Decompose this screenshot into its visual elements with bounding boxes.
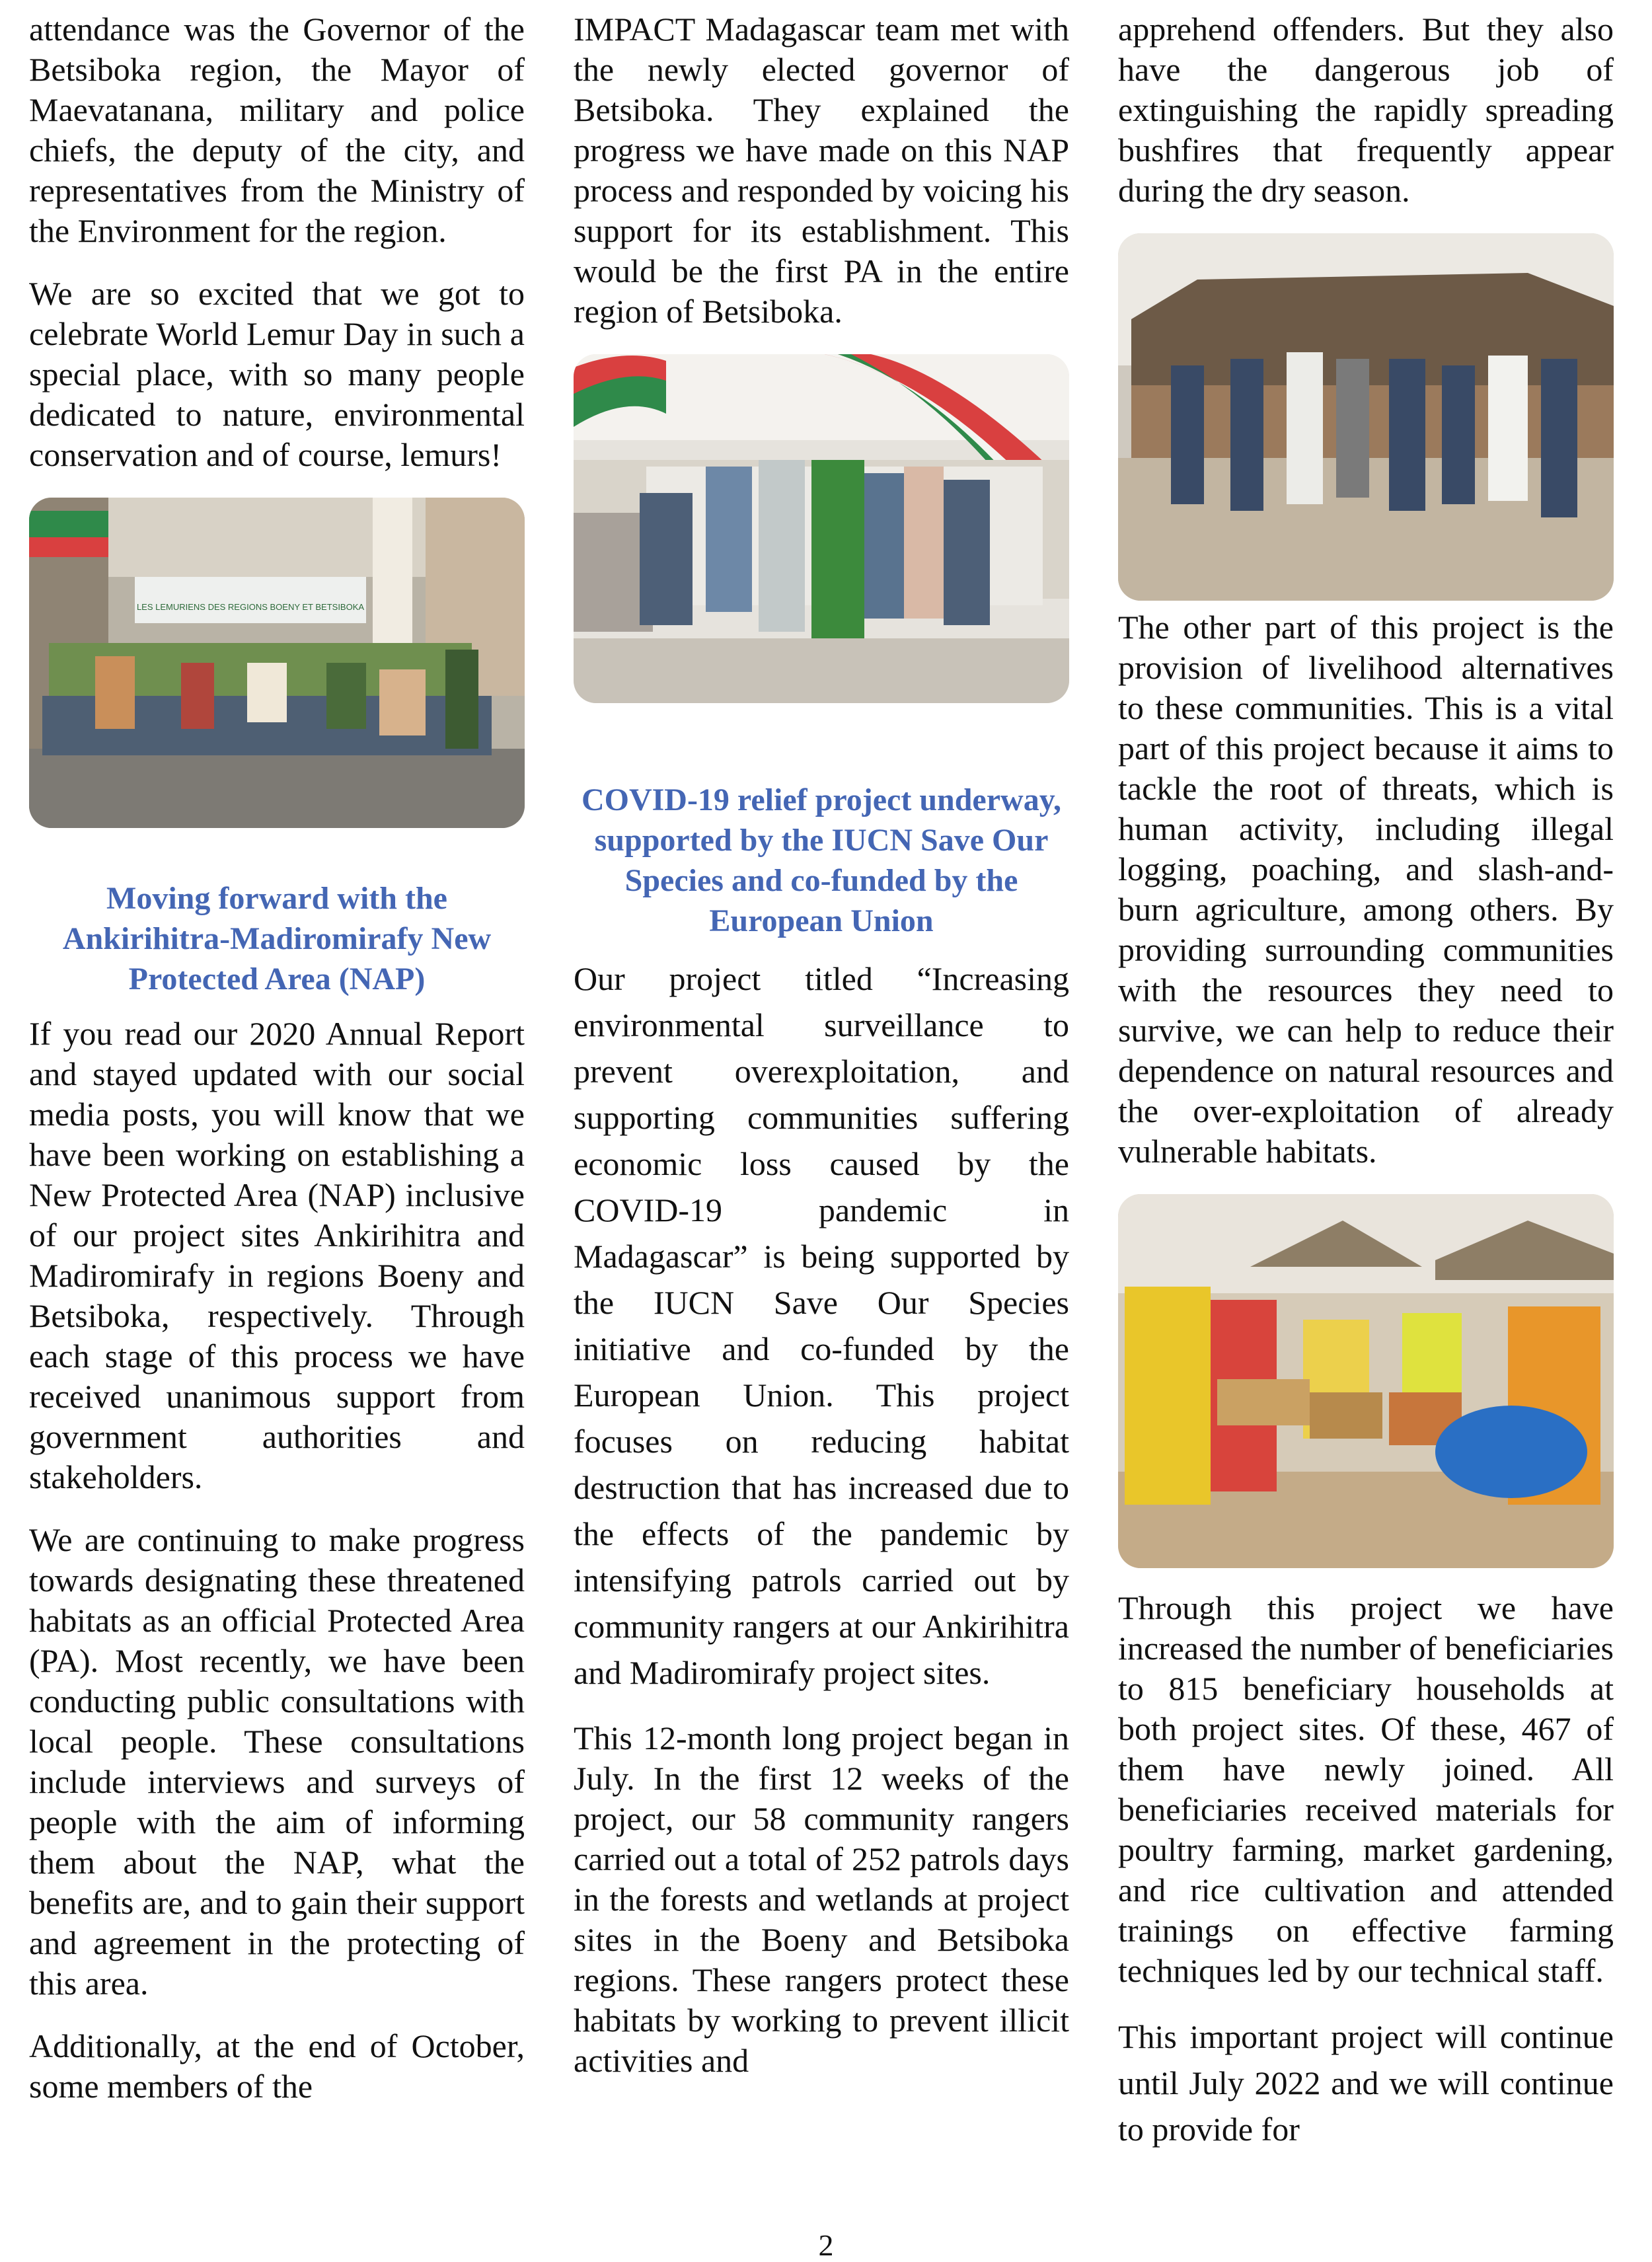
rangers-photo-image: [1118, 233, 1614, 601]
team-with-governor-photo: [574, 354, 1069, 703]
col2-paragraph-2: Our project titled “Increasing environmental surveillance to prevent overexploitation, and supporting communities suffering economic loss caused by the COVID-19 pandemic in Madagascar” is being supported by the IUCN Save Our Species initiative and co-funded by the European Union. This project focuses on reducing habitat destruction that has increased due to the effects of the pandemic by intensifying patrols carried out by community rangers at our Ankirihitra and Madiromirafy project sites.: [574, 960, 1069, 1691]
beneficiaries-photo-image: [1118, 1194, 1614, 1568]
col1-paragraph-4: We are continuing to make progress towards designating these threatened habitats as an official Protected Area (PA). Most recently, we have been conducting public consultations with local people. These consultations include interviews and surveys of people with the aim of informing them about the NAP, what the benefits are, and to gain their support and agreement in the protecting of this area.: [29, 1521, 525, 2002]
beneficiaries-photo: [1118, 1194, 1614, 1568]
col1-paragraph-2: We are so excited that we got to celebrate World Lemur Day in such a special place, with so many people dedicated to nature, environmental conservation and of course, lemurs!: [29, 275, 525, 473]
col1-paragraph-3: If you read our 2020 Annual Report and stayed updated with our social media posts, you will know that we have been working on establishing a New Protected Area (NAP) inclusive of our project sites Ankirihitra and Madiromirafy in regions Boeny and Betsiboka, respectively. Through each stage of this process we have received unanimous support from government authorities and stakeholders.: [29, 1015, 525, 1495]
heading-covid-relief: COVID-19 relief project underway, supported by the IUCN Save Our Species and co-funded by the European Union: [581, 782, 1062, 938]
col3-paragraph-4: This important project will continue until July 2022 and we will continue to provide for: [1118, 2018, 1614, 2148]
column-2: [574, 9, 1069, 2103]
col3-paragraph-1: apprehend offenders. But they also have the dangerous job of extinguishing the rapidly spreading bushfires that frequently appear during the dry season.: [1118, 11, 1614, 209]
col1-paragraph-5: Additionally, at the end of October, some members of the: [29, 2027, 525, 2105]
col2-paragraph-1: IMPACT Madagascar team met with the newly elected governor of Betsiboka. They explained the progress we have made on this NAP process and responded by voicing his support for its establishment. This would be the first PA in the entire region of Betsiboka.: [574, 11, 1069, 330]
team-with-governor-photo-image: [574, 354, 1069, 703]
page-number: 2: [818, 2228, 834, 2262]
column-3: [1118, 9, 1614, 2175]
col1-paragraph-1: attendance was the Governor of the Betsiboka region, the Mayor of Maevatanana, military and police chiefs, the deputy of the city, and representatives from the Ministry of the Environment for the region.: [29, 11, 525, 249]
col3-paragraph-2: The other part of this project is the provision of livelihood alternatives to these communities. This is a vital part of this project because it aims to tackle the root of threats, which is human activity, including illegal logging, poaching, and slash-and-burn agriculture, among others. By providing surrounding communities with the resources they need to survive, we can help to reduce their dependence on natural resources and the over-exploitation of already vulnerable habitats.: [1118, 609, 1614, 1170]
group-photo-lemur-day: [29, 498, 525, 828]
column-1: [29, 9, 525, 2129]
heading-nap: Moving forward with the Ankirihitra-Madiromirafy New Protected Area (NAP): [62, 881, 492, 997]
col3-paragraph-3: Through this project we have increased the number of beneficiaries to 815 beneficiary households at both project sites. Of these, 467 of them have newly joined. All beneficiaries received materials for poultry farming, market gardening, and rice cultivation and attended trainings on effective farming techniques led by our technical staff.: [1118, 1589, 1614, 1989]
rangers-photo: [1118, 233, 1614, 601]
photo-banner-text: LES LEMURIENS DES REGIONS BOENY ET BETSIBOKA: [136, 602, 365, 612]
col2-paragraph-3: This 12-month long project began in July. In the first 12 weeks of the project, our 58 community rangers carried out a total of 252 patrols days in the forests and wetlands at project sites in the Boeny and Betsiboka regions. These rangers protect these habitats by working to prevent illicit activities and: [574, 1719, 1069, 2079]
group-photo-lemur-day-image: [29, 498, 525, 828]
